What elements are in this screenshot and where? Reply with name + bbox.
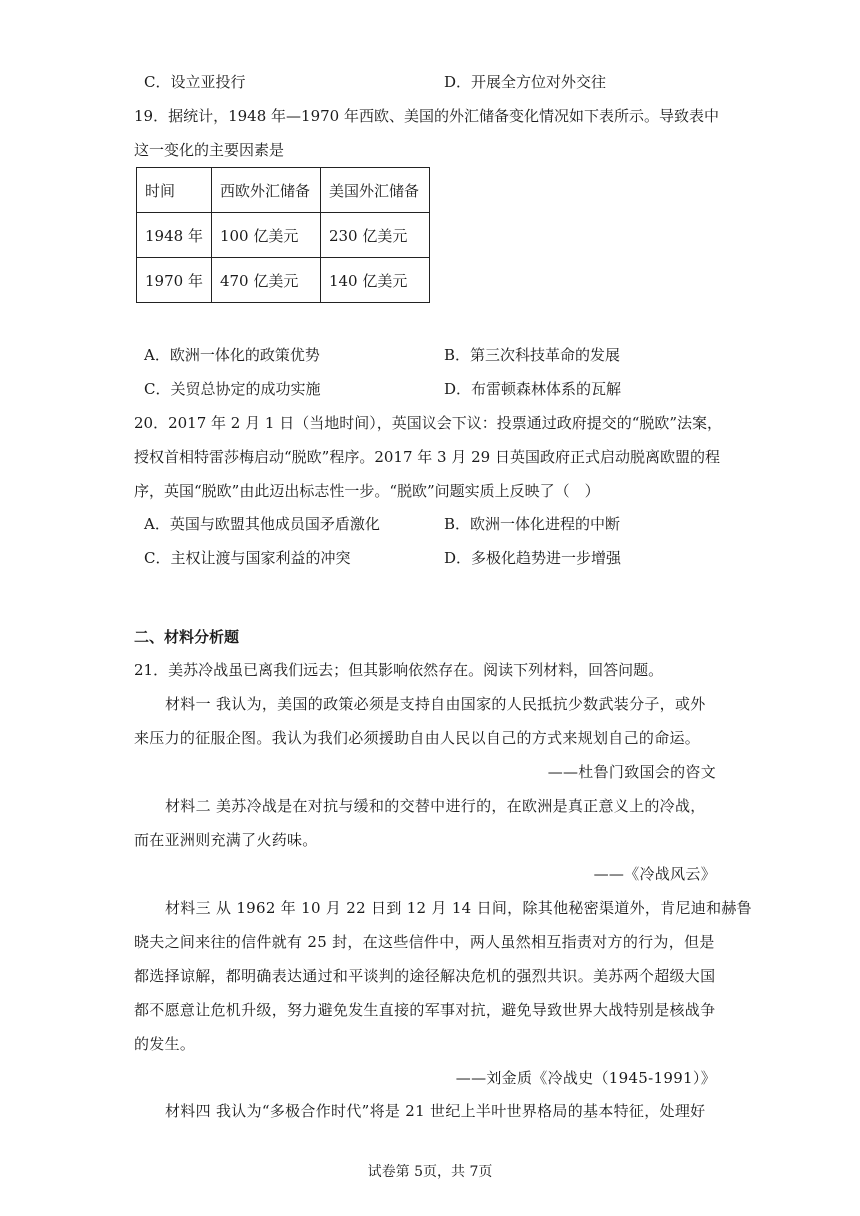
q20-stem-line-2: 授权首相特雷莎梅启动“脱欧”程序。2017 年 3 月 29 日英国政府正式启动脱离欧盟的程 [134,448,720,466]
table-header-cell: 时间 [137,168,212,213]
material-1-line-1: 材料一 我认为，美国的政策必须是支持自由国家的人民抵抗少数武装分子，或外 [165,695,706,713]
table-cell: 1970 年 [137,258,212,303]
q20-option-b: B．欧洲一体化进程的中断 [444,515,621,533]
q20-option-c: C．主权让渡与国家利益的冲突 [144,549,351,567]
material-1-line-2: 来压力的征服企图。我认为我们必须援助自由人民以自己的方式来规划自己的命运。 [134,729,701,747]
material-3-source: ——刘金质《冷战史（1945-1991）》 [455,1069,716,1087]
material-3-line-3: 都选择谅解，都明确表达通过和平谈判的途径解决危机的强烈共识。美苏两个超级大国 [134,967,716,985]
q20-stem-line-3: 序，英国“脱欧”由此迈出标志性一步。“脱欧”问题实质上反映了（ ） [134,482,600,500]
material-1-source: ——杜鲁门致国会的咨文 [547,763,716,781]
material-4-line-1: 材料四 我认为“多极合作时代”将是 21 世纪上半叶世界格局的基本特征，处理好 [165,1102,706,1120]
material-2-line-1: 材料二 美苏冷战是在对抗与缓和的交替中进行的，在欧洲是真正意义上的冷战， [165,797,706,815]
q20-option-a: A．英国与欧盟其他成员国矛盾激化 [144,515,380,533]
material-3-line-4: 都不愿意让危机升级，努力避免发生直接的军事对抗，避免导致世界大战特别是核战争 [134,1001,716,1019]
q19-option-c: C．关贸总协定的成功实施 [144,380,321,398]
table-header-cell: 美国外汇储备 [320,168,429,213]
material-3-line-5: 的发生。 [134,1035,196,1053]
table-header-cell: 西欧外汇储备 [211,168,320,213]
table-cell: 470 亿美元 [211,258,320,303]
q21-stem: 21．美苏冷战虽已离我们远去；但其影响依然存在。阅读下列材料，回答问题。 [134,661,664,679]
material-2-line-2: 而在亚洲则充满了火药味。 [134,831,318,849]
q19-option-b: B．第三次科技革命的发展 [444,346,621,364]
q20-stem-line-1: 20．2017 年 2 月 1 日（当地时间），英国议会下议：投票通过政府提交的“脱欧”法案， [134,414,723,432]
q19-stem-line-1: 19．据统计，1948 年—1970 年西欧、美国的外汇储备变化情况如下表所示。导致表中 [134,107,719,125]
reserves-table [136,167,430,303]
material-3-line-2: 晓夫之间来往的信件就有 25 封，在这些信件中，两人虽然相互指责对方的行为，但是 [134,933,715,951]
table-cell: 230 亿美元 [320,213,429,258]
q18-option-d: D．开展全方位对外交往 [444,73,607,91]
q20-option-d: D．多极化趋势进一步增强 [444,549,622,567]
table-cell: 1948 年 [137,213,212,258]
material-3-line-1: 材料三 从 1962 年 10 月 22 日到 12 月 14 日间，除其他秘密渠道外，肯尼迪和赫鲁 [165,899,752,917]
page-footer: 试卷第 5页，共 7页 [367,1164,493,1180]
table-cell: 140 亿美元 [320,258,429,303]
table-cell: 100 亿美元 [211,213,320,258]
section-title: 二、材料分析题 [134,628,240,646]
q18-option-c: C．设立亚投行 [144,73,246,91]
q19-option-d: D．布雷顿森林体系的瓦解 [444,380,622,398]
table-row [137,258,430,303]
q19-stem-line-2: 这一变化的主要因素是 [134,141,285,159]
material-2-source: ——《冷战风云》 [593,865,716,883]
q19-option-a: A．欧洲一体化的政策优势 [144,346,320,364]
table-row [137,213,430,258]
table-header-row [137,168,430,213]
